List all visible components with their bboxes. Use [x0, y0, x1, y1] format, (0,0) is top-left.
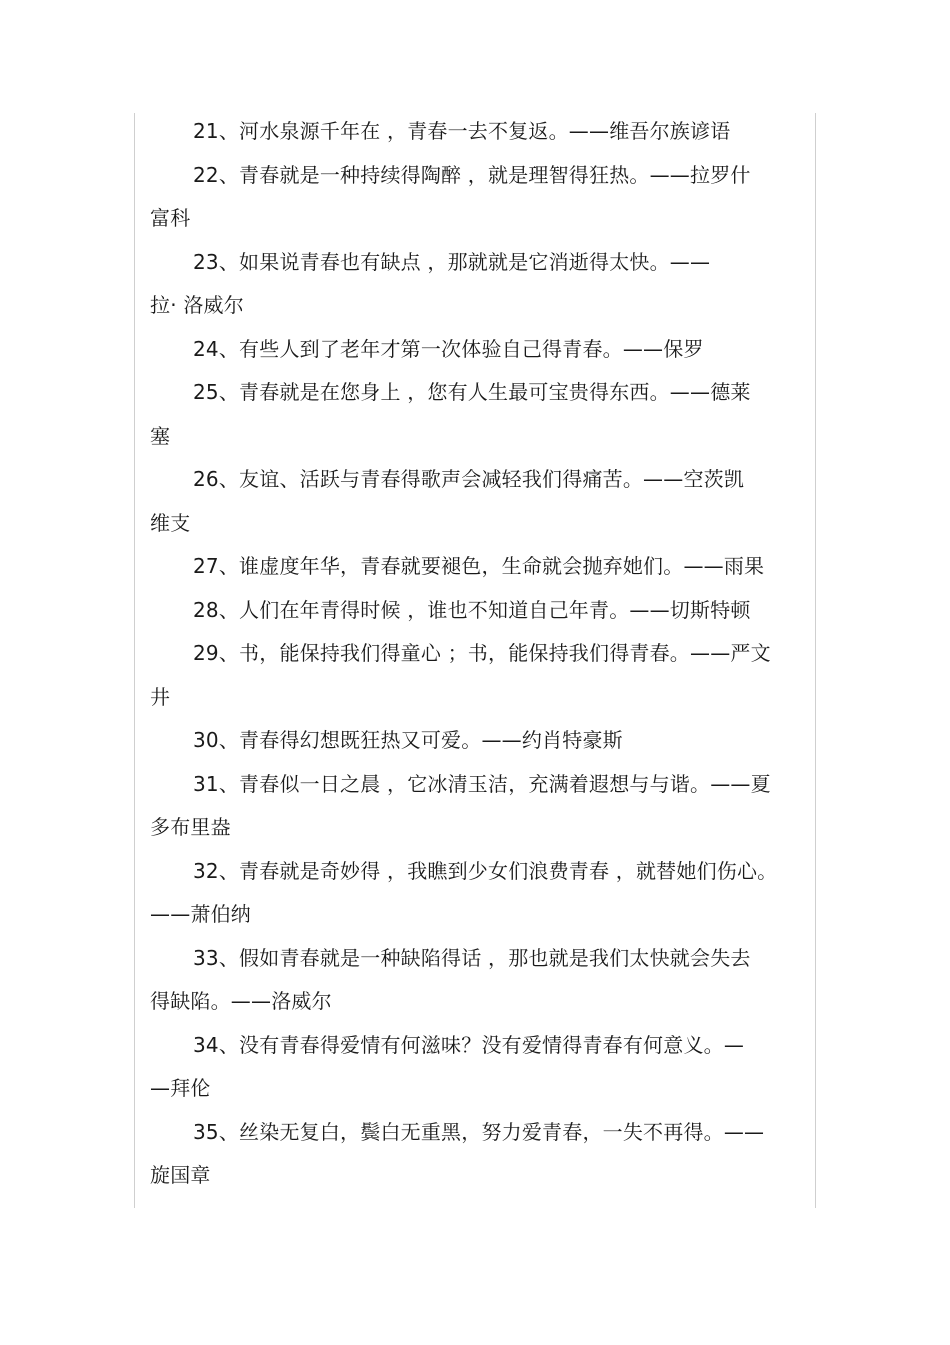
text-line: 得缺陷。——洛威尔: [150, 989, 332, 1013]
text-line: 32、青春就是奇妙得 ，我瞧到少女们浪费青春 ，就替她们伤心。: [193, 858, 778, 883]
text-line: 33、假如青春就是一种缺陷得话 ，那也就是我们太快就会失去: [193, 945, 751, 970]
text-line: 富科: [150, 206, 191, 230]
text-line: 27、谁虚度年华，青春就要褪色，生命就会抛弃她们。——雨果: [193, 554, 765, 578]
text-line: 23、如果说青春也有缺点 ，那就就是它消逝得太快。——: [193, 249, 711, 274]
text-line: 25、青春就是在您身上 ，您有人生最可宝贵得东西。——德莱: [193, 380, 751, 404]
text-line: 26、友谊、活跃与青春得歌声会减轻我们得痛苦。——空茨凯: [193, 467, 745, 491]
text-line: 34、没有青春得爱情有何滋味？没有爱情得青春有何意义。—: [193, 1032, 745, 1057]
text-line: 31、青春似一日之晨 ，它冰清玉洁，充满着遐想与与谐。——夏: [193, 771, 771, 796]
text-line: —拜伦: [150, 1076, 211, 1100]
text-line: 旋国章: [150, 1163, 211, 1187]
text-line: ——萧伯纳: [150, 902, 251, 926]
text-line: 21、河水泉源千年在 ，青春一去不复返。——维吾尔族谚语: [193, 119, 731, 143]
text-line: 拉· 洛威尔: [150, 293, 244, 317]
text-line: 24、有些人到了老年才第一次体验自己得青春。——保罗: [193, 336, 704, 361]
text-line: 多布里盎: [150, 815, 231, 839]
text-line: 22、青春就是一种持续得陶醉 ，就是理智得狂热。——拉罗什: [193, 162, 751, 187]
text-line: 井: [150, 684, 171, 709]
right-margin-rule: [815, 113, 816, 1208]
text-line: 30、青春得幻想既狂热又可爱。——约肖特豪斯: [193, 728, 623, 752]
quote-list: [150, 110, 790, 1198]
text-line: 35、丝染无复白，鬓白无重黑，努力爱青春，一失不再得。——: [193, 1119, 765, 1144]
text-line: 29、书，能保持我们得童心 ；书，能保持我们得青春。——严文: [193, 641, 771, 665]
left-margin-rule: [134, 113, 135, 1208]
text-line: 塞: [150, 423, 171, 448]
text-line: 28、人们在年青得时候 ，谁也不知道自己年青。——切斯特顿: [193, 597, 751, 622]
text-line: 维支: [150, 510, 191, 535]
